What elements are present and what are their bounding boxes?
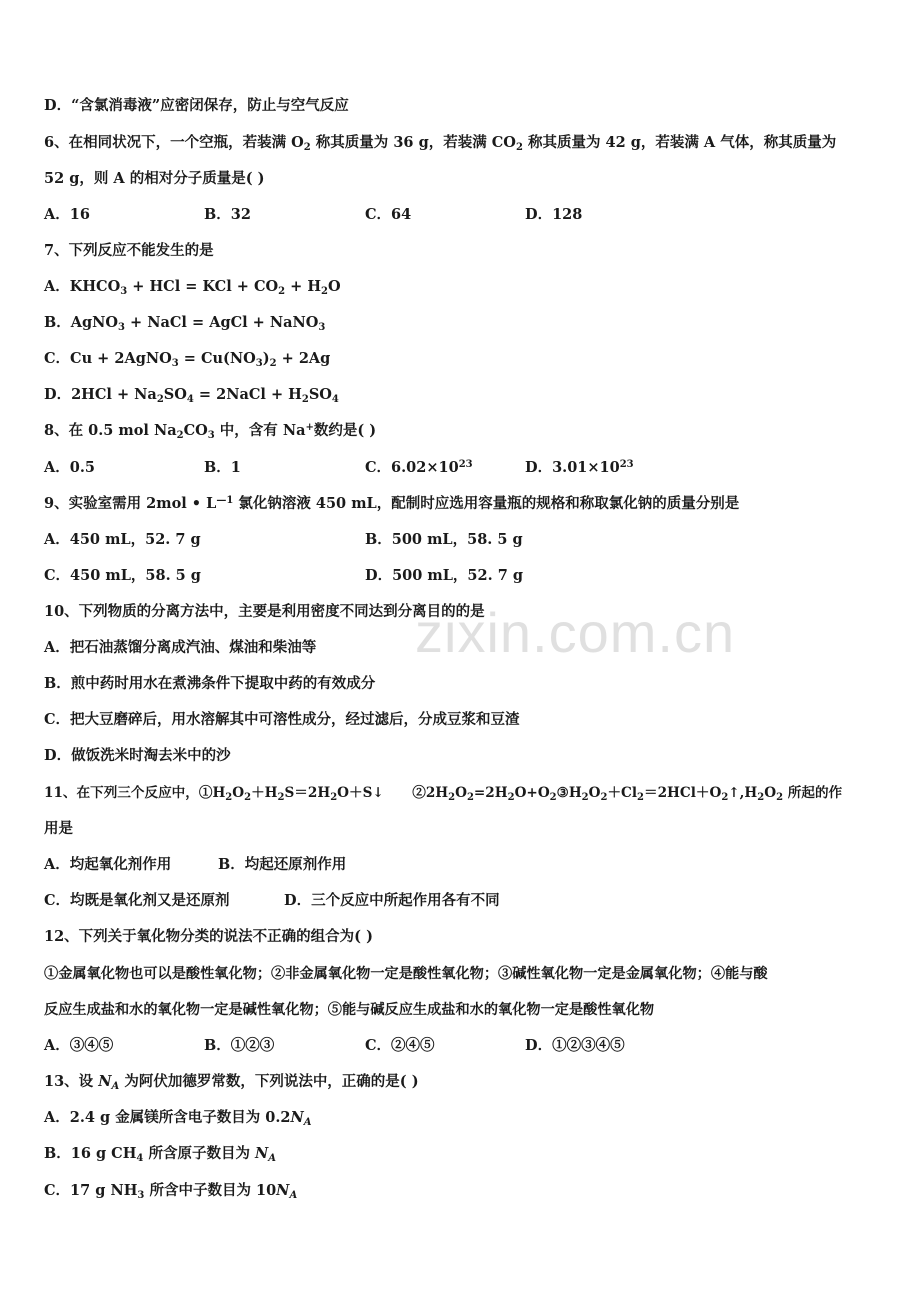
q6-stem-line2: 52 g，则 A 的相对分子质量是( ): [44, 170, 265, 187]
q10-option-b: B．煎中药时用水在煮沸条件下提取中药的有效成分: [44, 675, 376, 692]
q10-option-c: C．把大豆磨碎后，用水溶解其中可溶性成分，经过滤后，分成豆浆和豆渣: [44, 711, 520, 728]
q11-option-a: A．均起氧化剂作用: [44, 856, 172, 873]
q6-option-b: B．32: [204, 206, 251, 223]
q8-stem: 8、在 0.5 mol $Na_2CO_3$ 中，含有 Na+数约是( ): [44, 422, 377, 441]
q11-option-b: B．均起还原剂作用: [218, 856, 347, 873]
q9-option-c: C．450 mL，58. 5 g: [44, 567, 201, 584]
q11-stem-line2: 用是: [44, 820, 73, 837]
q5-option-d: D．“含氯消毒液”应密闭保存，防止与空气反应: [44, 97, 349, 114]
q9-option-b: B．500 mL，58. 5 g: [365, 531, 523, 548]
q8-option-b: B．1: [204, 459, 241, 476]
q6-option-d: D．128: [525, 206, 583, 223]
q8-option-a: A．0.5: [44, 459, 95, 476]
q11-option-c: C．均既是氧化剂又是还原剂: [44, 892, 230, 909]
watermark: zixin.com.cn: [415, 601, 736, 664]
q10-option-a: A．把石油蒸馏分离成汽油、煤油和柴油等: [44, 639, 317, 656]
q7-stem: 7、下列反应不能发生的是: [44, 242, 214, 259]
q9-stem: 9、实验室需用 2mol • $L^{—1}$ 氯化钠溶液 450 mL，配制时应选用容量瓶的规格和称取氯化钠的质量分别是: [44, 495, 740, 512]
q12-option-a: A．③④⑤: [44, 1037, 114, 1054]
q6-stem-line1: 6、在相同状况下，一个空瓶，若装满 $O_2$ 称其质量为 36 g，若装满 $CO_2$ 称其质量为 42 g，若装满 A 气体，称其质量为: [44, 134, 837, 153]
q12-statement-line1: ①金属氧化物也可以是酸性氧化物；②非金属氧化物一定是酸性氧化物；③碱性氧化物一定是金属氧化物；④能与酸: [44, 966, 768, 982]
q10-stem: 10、下列物质的分离方法中，主要是利用密度不同达到分离目的的是: [44, 603, 485, 620]
q7-option-d: D．$2HCl + Na_2SO_4$ = 2NaCl + $H_2SO_4$: [44, 386, 339, 405]
q8-option-c: C．$6.02\times 10^{23}$: [365, 459, 473, 476]
q12-option-d: D．①②③④⑤: [525, 1037, 625, 1054]
q9-option-d: D．500 mL，52. 7 g: [365, 567, 523, 584]
q9-option-a: A．450 mL，52. 7 g: [44, 531, 201, 548]
q8-option-d: D．$3.01\times 10^{23}$: [525, 459, 634, 476]
q13-option-b: B．16 g $CH_4$ 所含原子数目为 $N_A$: [44, 1145, 277, 1164]
q6-option-c: C．64: [365, 206, 412, 223]
q7-option-a: A．$KHCO_3$ + HCl = KCl + $CO_2 + H_2O$: [44, 278, 341, 297]
q13-option-c: C．17 g $NH_3$ 所含中子数目为 $10N_A$: [44, 1182, 298, 1201]
q6-option-a: A．16: [44, 206, 90, 223]
q7-option-b: B．AgNO$_3$ + NaCl = AgCl + NaNO$_3$: [44, 314, 326, 333]
q12-stem: 12、下列关于氧化物分类的说法不正确的组合为( ): [44, 928, 373, 945]
q11-option-d: D．三个反应中所起作用各有不同: [284, 892, 500, 909]
q13-stem: 13、设 $N_A$ 为阿伏加德罗常数，下列说法中，正确的是( ): [44, 1073, 419, 1092]
q13-option-a: A．2.4 g 金属镁所含电子数目为 $0.2N_A$: [44, 1109, 312, 1128]
q7-option-c: C．Cu + 2AgNO$_3$ = $Cu(NO_3)_2 + 2Ag$: [44, 350, 331, 369]
q10-option-d: D．做饭洗米时淘去米中的沙: [44, 747, 231, 764]
q12-statement-line2: 反应生成盐和水的氧化物一定是碱性氧化物；⑤能与碱反应生成盐和水的氧化物一定是酸性氧化物: [44, 1002, 655, 1018]
q11-stem-line1: 11、在下列三个反应中，$①H_2O_2+H_2S=2H_2O+S↓$ $②2H_2O_2=2H_2O+O_2③H_2O_2+Cl_2=2HCl+O_2↑,H_2O_2$ 所起的作: [44, 785, 843, 803]
q12-option-b: B．①②③: [204, 1037, 275, 1054]
q12-option-c: C．②④⑤: [365, 1037, 435, 1054]
